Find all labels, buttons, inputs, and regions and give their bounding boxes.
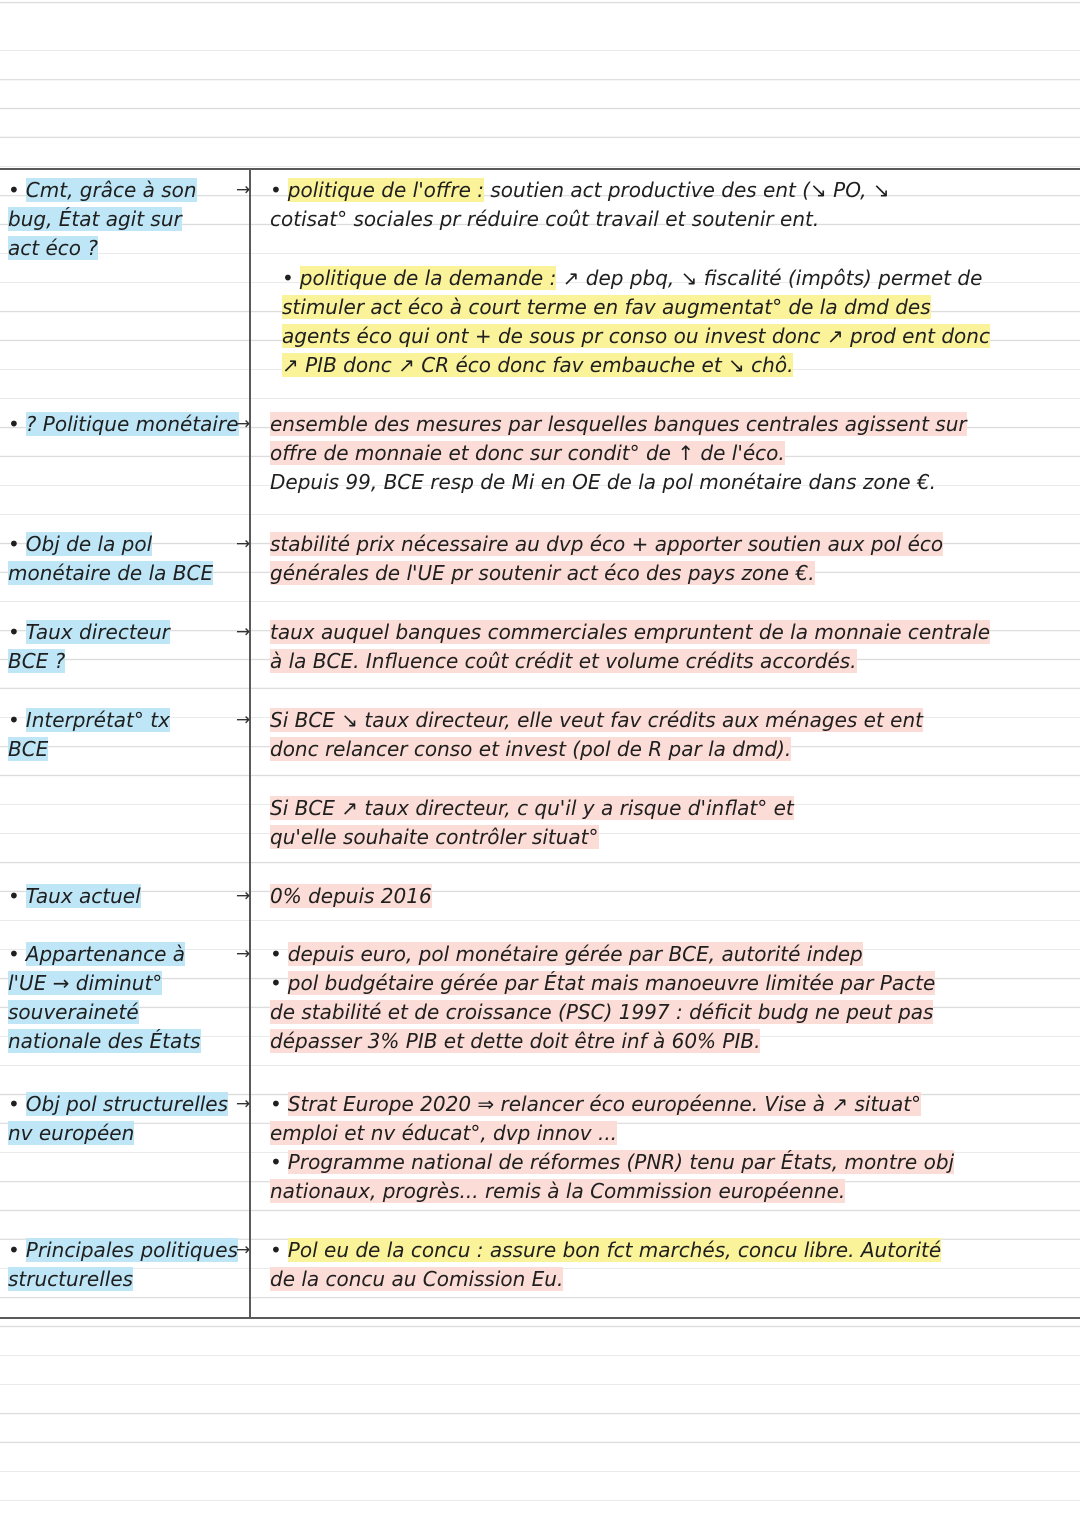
question: • Interprétat° tx BCE — [8, 708, 170, 761]
answer: ensemble des mesures par lesquelles banques centrales agissent sur offre de monnaie et donc sur condit° de ↑ de l'éco. Depuis 99, BCE resp de Mi en OE de la pol monétaire dans zone €. — [270, 412, 967, 494]
column-divider — [249, 168, 251, 1318]
arrow-icon: → — [236, 534, 251, 554]
arrow-icon: → — [236, 622, 251, 642]
arrow-icon: → — [236, 944, 251, 964]
arrow-icon: → — [236, 710, 251, 730]
question: • Principales politiques structurelles — [8, 1238, 238, 1291]
question: • Taux actuel — [8, 884, 141, 908]
arrow-icon: → — [236, 414, 251, 434]
arrow-icon: → — [236, 886, 251, 906]
answer: • politique de l'offre : soutien act productive des ent (↘ PO, ↘ cotisat° sociales pr réduire coût travail et soutenir ent. — [270, 178, 890, 231]
question: • ? Politique monétaire — [8, 412, 239, 436]
arrow-icon: → — [236, 1094, 251, 1114]
question: • Obj pol structurelles nv européen — [8, 1092, 229, 1145]
answer-raise: Si BCE ↗ taux directeur, c qu'il y a risque d'inflat° et qu'elle souhaite contrôler situat° — [270, 796, 794, 849]
answer: • Pol eu de la concu : assure bon fct marchés, concu libre. Autorité de la concu au Comission Eu. — [270, 1238, 942, 1291]
question: • Obj de la pol monétaire de la BCE — [8, 532, 214, 585]
arrow-icon: → — [236, 180, 251, 200]
arrow-icon: → — [236, 1240, 251, 1260]
answer: taux auquel banques commerciales empruntent de la monnaie centrale à la BCE. Influence coût crédit et volume crédits accordés. — [270, 620, 991, 673]
answer: 0% depuis 2016 — [270, 884, 432, 908]
question: • Appartenance à l'UE → diminut° souveraineté nationale des États — [8, 942, 201, 1053]
question: • Taux directeur BCE ? — [8, 620, 170, 673]
answer-demand: • politique de la demande : ↗ dep pbq, ↘ fiscalité (impôts) permet de stimuler act éco à court terme en fav augmentat° de la dmd des agents éco qui ont + de sous pr conso ou invest donc ↗ prod ent donc ↗ PIB donc ↗ CR éco donc fav embauche et ↘ chô. — [282, 266, 990, 377]
top-rule — [0, 168, 1080, 170]
answer: • depuis euro, pol monétaire gérée par BCE, autorité indep • pol budgétaire gérée par État mais manoeuvre limitée par Pacte de stabilité et de croissance (PSC) 1997 : déficit budg ne peut pas dépasser 3% PIB et dette doit être inf à 60% PIB. — [270, 942, 936, 1053]
answer: stabilité prix nécessaire au dvp éco + apporter soutien aux pol éco générales de l'UE pr soutenir act éco des pays zone €. — [270, 532, 944, 585]
bottom-rule — [0, 1317, 1080, 1319]
answer: Si BCE ↘ taux directeur, elle veut fav crédits aux ménages et ent donc relancer conso et invest (pol de R par la dmd). — [270, 708, 923, 761]
answer: • Strat Europe 2020 ⇒ relancer éco européenne. Vise à ↗ situat° emploi et nv éducat°, dvp innov ... • Programme national de réformes (PNR) tenu par États, montre obj nationaux, progrès... remis à la Commission européenne. — [270, 1092, 955, 1203]
question: • Cmt, grâce à son bug, État agit sur act éco ? — [8, 178, 197, 260]
